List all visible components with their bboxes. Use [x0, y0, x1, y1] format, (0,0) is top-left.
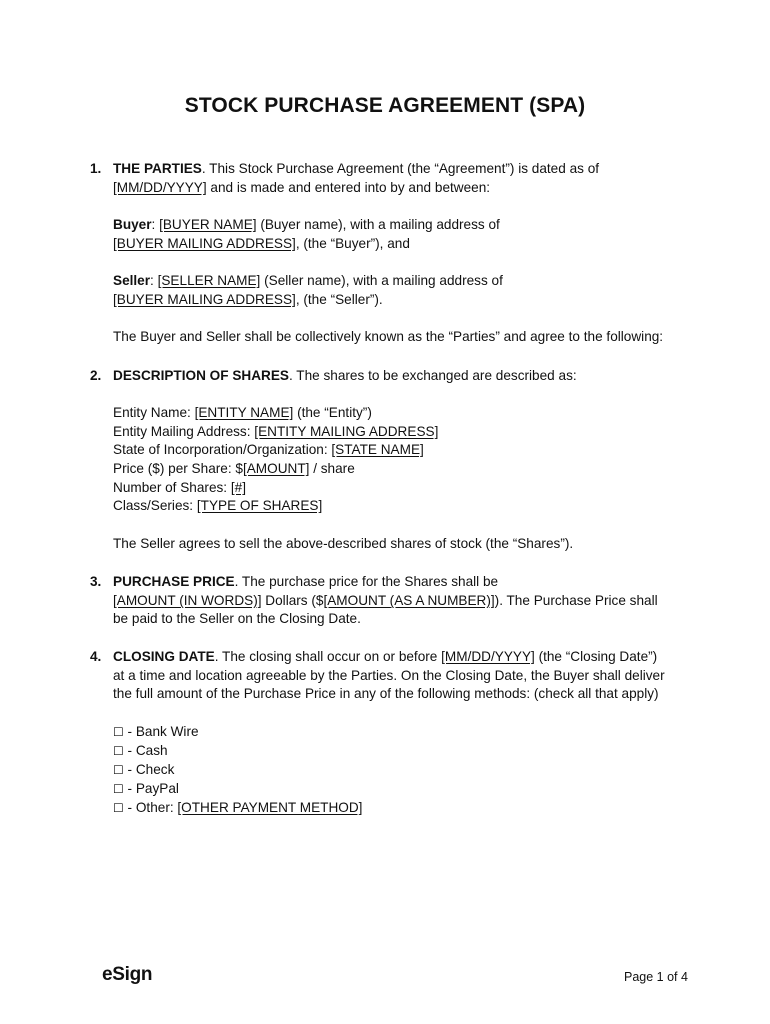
section-4-line-3: the full amount of the Purchase Price in any of the following methods: (check all that apply)	[113, 686, 659, 701]
shares-count-field[interactable]: [#]	[230, 480, 246, 495]
entity-address-line	[113, 423, 438, 442]
class-series-label: Class/Series:	[113, 498, 197, 513]
checkbox-cash[interactable]: ☐	[113, 744, 124, 758]
seller-name-field[interactable]: [SELLER NAME]	[157, 273, 261, 288]
label-paypal: - PayPal	[123, 781, 179, 796]
state-name-field[interactable]: [STATE NAME]	[331, 442, 424, 457]
label-cash: - Cash	[123, 743, 168, 758]
buyer-text-2: , (the “Buyer”), and	[295, 236, 410, 251]
section-3-text-2: Dollars ($	[261, 593, 324, 608]
section-2-number: 2.	[90, 368, 102, 383]
section-4-line-1	[113, 648, 657, 667]
buyer-colon: :	[151, 217, 160, 232]
section-1-line-1	[113, 160, 599, 179]
payment-option-check[interactable]	[113, 761, 174, 780]
label-check: - Check	[123, 762, 175, 777]
seller-label: Seller	[113, 273, 151, 288]
entity-name-label: Entity Name:	[113, 405, 195, 420]
label-other: - Other:	[123, 800, 178, 815]
state-label: State of Incorporation/Organization:	[113, 442, 332, 457]
section-1-heading: THE PARTIES	[113, 161, 202, 176]
section-3-heading: PURCHASE PRICE	[113, 574, 235, 589]
entity-name-line	[113, 404, 372, 423]
buyer-line-2	[113, 235, 410, 254]
section-3-text: . The purchase price for the Shares shall be	[234, 574, 499, 589]
checkbox-paypal[interactable]: ☐	[113, 782, 124, 796]
section-3-line-3: be paid to the Seller on the Closing Date.	[113, 611, 361, 626]
buyer-line-1	[113, 216, 500, 235]
payment-option-paypal[interactable]	[113, 780, 179, 799]
entity-address-label: Entity Mailing Address:	[113, 424, 255, 439]
price-tail: / share	[309, 461, 355, 476]
section-3-line-1	[113, 573, 498, 592]
section-4-heading: CLOSING DATE	[113, 649, 215, 664]
section-3-line-2	[113, 592, 658, 611]
section-1-line-2	[113, 179, 490, 198]
page-number: Page 1 of 4	[624, 970, 688, 984]
checkbox-check[interactable]: ☐	[113, 763, 124, 777]
amount-words-field[interactable]: [AMOUNT (IN WORDS)]	[113, 593, 262, 608]
entity-name-field[interactable]: [ENTITY NAME]	[194, 405, 294, 420]
section-4-text-2: (the “Closing Date”)	[534, 649, 658, 664]
section-2-line-1	[113, 367, 577, 386]
buyer-address-field[interactable]: [BUYER MAILING ADDRESS]	[113, 236, 296, 251]
price-amount-field[interactable]: [AMOUNT]	[242, 461, 310, 476]
state-line	[113, 441, 424, 460]
entity-name-tail: (the “Entity”)	[293, 405, 372, 420]
shares-count-label: Number of Shares:	[113, 480, 231, 495]
class-series-field[interactable]: [TYPE OF SHARES]	[196, 498, 323, 513]
section-3-text-3: ). The Purchase Price shall	[494, 593, 658, 608]
checkbox-bank-wire[interactable]: ☐	[113, 725, 124, 739]
section-2-heading: DESCRIPTION OF SHARES	[113, 368, 289, 383]
shares-count-line	[113, 479, 246, 498]
seller-text: (Seller name), with a mailing address of	[260, 273, 503, 288]
section-4-line-2: at a time and location agreeable by the Parties. On the Closing Date, the Buyer shall deliver	[113, 668, 665, 683]
closing-date-field[interactable]: [MM/DD/YYYY]	[441, 649, 535, 664]
document-title: STOCK PURCHASE AGREEMENT (SPA)	[184, 94, 586, 117]
price-line	[113, 460, 355, 479]
checkbox-other[interactable]: ☐	[113, 801, 124, 815]
seller-agrees-statement: The Seller agrees to sell the above-described shares of stock (the “Shares”).	[113, 536, 574, 551]
seller-line-2	[113, 291, 383, 310]
label-bank-wire: - Bank Wire	[123, 724, 199, 739]
section-4-text: . The closing shall occur on or before	[214, 649, 442, 664]
payment-option-other[interactable]	[113, 799, 362, 818]
other-payment-method-field[interactable]: [OTHER PAYMENT METHOD]	[177, 800, 363, 815]
section-1-number: 1.	[90, 161, 102, 176]
section-1-text-2: and is made and entered into by and between:	[206, 180, 491, 195]
buyer-text: (Buyer name), with a mailing address of	[256, 217, 500, 232]
seller-address-field[interactable]: [BUYER MAILING ADDRESS]	[113, 292, 296, 307]
seller-colon: :	[150, 273, 158, 288]
payment-option-cash[interactable]	[113, 742, 168, 761]
section-4-number: 4.	[90, 649, 102, 664]
amount-number-field[interactable]: [AMOUNT (AS A NUMBER)]	[323, 593, 495, 608]
seller-text-2: , (the “Seller”).	[295, 292, 383, 307]
buyer-name-field[interactable]: [BUYER NAME]	[159, 217, 257, 232]
agreement-date-field[interactable]: [MM/DD/YYYY]	[113, 180, 207, 195]
esign-logo: eSign	[102, 964, 153, 985]
seller-line-1	[113, 272, 503, 291]
payment-option-bank-wire[interactable]	[113, 723, 199, 742]
buyer-label: Buyer	[113, 217, 152, 232]
class-series-line	[113, 497, 322, 516]
price-label: Price ($) per Share: $	[113, 461, 243, 476]
parties-statement: The Buyer and Seller shall be collectively known as the “Parties” and agree to the following:	[113, 329, 664, 344]
section-3-number: 3.	[90, 574, 102, 589]
entity-address-field[interactable]: [ENTITY MAILING ADDRESS]	[254, 424, 439, 439]
section-2-text: . The shares to be exchanged are described as:	[288, 368, 577, 383]
section-1-text: . This Stock Purchase Agreement (the “Agreement”) is dated as of	[201, 161, 600, 176]
